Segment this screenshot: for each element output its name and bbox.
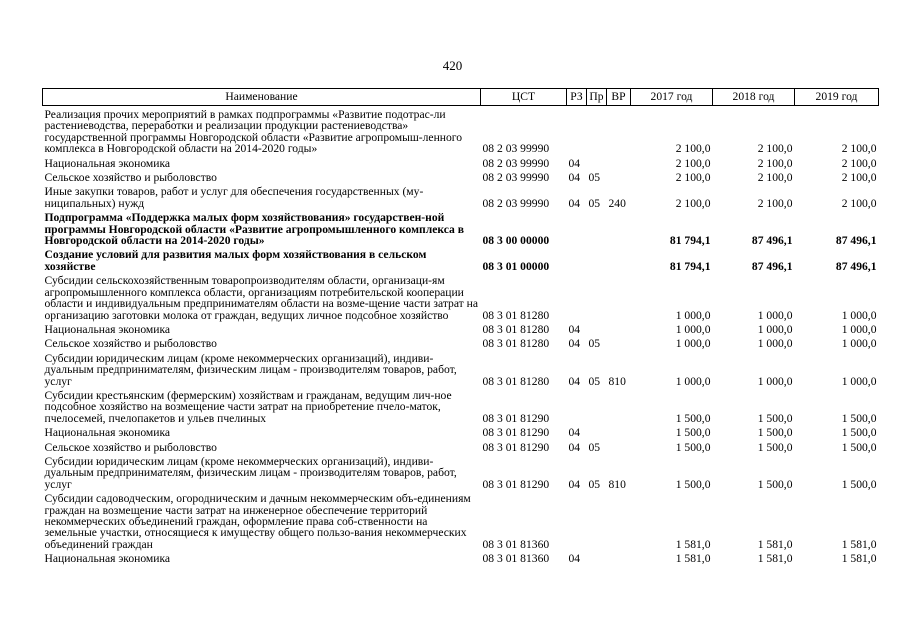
row-2019: 1 581,0 [841, 537, 877, 551]
row-2017: 1 581,0 [675, 537, 711, 551]
row-2018: 1 000,0 [757, 322, 793, 336]
row-cst: 08 2 03 99990 [482, 196, 550, 210]
row-2018: 1 500,0 [757, 426, 793, 440]
row-pr: 05 [588, 196, 601, 210]
row-2019: 1 500,0 [841, 477, 877, 491]
row-rz [567, 209, 587, 246]
table-header-row [43, 89, 879, 106]
row-2017: 2 100,0 [675, 171, 711, 185]
table-row [43, 424, 879, 438]
row-rz [567, 272, 587, 321]
row-pr: 05 [588, 337, 601, 351]
row-rz: 04 [568, 440, 581, 454]
row-2017: 1 500,0 [675, 426, 711, 440]
row-vr [607, 155, 631, 169]
row-2019: 2 100,0 [841, 196, 877, 210]
table-row [43, 350, 879, 387]
row-2017: 2 100,0 [675, 142, 711, 156]
budget-table [42, 88, 879, 565]
row-2018: 2 100,0 [757, 156, 793, 170]
row-vr [607, 209, 631, 246]
row-rz: 04 [568, 156, 581, 170]
row-pr [587, 387, 607, 424]
row-vr [607, 490, 631, 550]
row-vr [607, 106, 631, 155]
row-rz [567, 246, 587, 272]
row-2019: 1 581,0 [841, 552, 877, 566]
row-2018: 1 581,0 [757, 552, 793, 566]
row-rz: 04 [568, 426, 581, 440]
row-vr [607, 169, 631, 183]
row-2019: 1 000,0 [841, 322, 877, 336]
row-rz: 04 [568, 552, 581, 566]
row-2019: 87 496,1 [835, 234, 877, 248]
row-cst: 08 3 01 00000 [482, 259, 550, 273]
row-cst: 08 3 01 81290 [482, 440, 550, 454]
header-rz: РЗ [567, 89, 587, 106]
row-2017: 81 794,1 [669, 234, 711, 248]
table-row [43, 321, 879, 335]
row-rz: 04 [568, 196, 581, 210]
header-name: Наименование [43, 89, 481, 106]
header-2019: 2019 год [795, 89, 879, 106]
header-2017: 2017 год [631, 89, 713, 106]
row-rz: 04 [568, 477, 581, 491]
row-cst: 08 3 01 81280 [482, 337, 550, 351]
row-2019: 2 100,0 [841, 171, 877, 185]
row-cst: 08 3 01 81290 [482, 411, 550, 425]
row-2018: 1 500,0 [757, 477, 793, 491]
row-name: Сельское хозяйство и рыболовство [44, 171, 217, 185]
row-2019: 2 100,0 [841, 142, 877, 156]
row-2017: 1 500,0 [675, 411, 711, 425]
row-name: Субсидии садоводческим, огородническим и дачным некоммерческим объ-единениям граждан на возмещение части затрат на инженерное обеспечение территорий некоммерческих объединений граждан, оформление права соб-ственности на земельные участки, относящиеся к имуществу общего пользо-вания некоммерческих объединений граждан [44, 492, 471, 551]
row-cst: 08 3 01 81290 [482, 426, 550, 440]
row-cst: 08 3 01 81280 [482, 374, 550, 388]
row-pr [587, 490, 607, 550]
row-cst: 08 3 00 00000 [482, 234, 550, 248]
page-number: 420 [442, 58, 463, 73]
table-row [43, 550, 879, 564]
table-row [43, 155, 879, 169]
row-2019: 1 000,0 [841, 308, 877, 322]
row-2019: 2 100,0 [841, 156, 877, 170]
row-2018: 1 581,0 [757, 537, 793, 551]
table-row [43, 453, 879, 490]
row-pr: 05 [588, 440, 601, 454]
header-cst: ЦСТ [481, 89, 567, 106]
row-pr [587, 272, 607, 321]
row-2018: 2 100,0 [757, 142, 793, 156]
row-vr [607, 246, 631, 272]
row-2017: 1 500,0 [675, 477, 711, 491]
row-name: Национальная экономика [44, 552, 171, 566]
row-rz [567, 106, 587, 155]
row-rz: 04 [568, 171, 581, 185]
table-row [43, 246, 879, 272]
row-vr [607, 321, 631, 335]
row-vr [607, 424, 631, 438]
row-pr: 05 [588, 171, 601, 185]
table-row [43, 183, 879, 209]
row-cst: 08 2 03 99990 [482, 171, 550, 185]
row-name: Сельское хозяйство и рыболовство [44, 337, 217, 351]
row-cst: 08 3 01 81360 [482, 537, 550, 551]
row-vr: 810 [608, 374, 626, 388]
row-name: Реализация прочих мероприятий в рамках подпрограммы «Развитие подотрас-ли растениеводства, переработки и реализации продукции растениеводства» государственной программы Новгородской области «Развитие агропромыш-ленного комплекса в Новгородской области на 2014-2020 годы» [44, 108, 463, 156]
row-rz: 04 [568, 374, 581, 388]
row-2017: 1 581,0 [675, 552, 711, 566]
row-vr: 810 [608, 477, 626, 491]
header-vr: ВР [607, 89, 631, 106]
header-2018: 2018 год [713, 89, 795, 106]
table-row [43, 209, 879, 246]
row-2019: 1 000,0 [841, 374, 877, 388]
row-rz [567, 490, 587, 550]
row-2019: 1 000,0 [841, 337, 877, 351]
row-name: Создание условий для развития малых форм хозяйствования в сельском хозяйстве [44, 248, 427, 273]
row-vr: 240 [608, 196, 626, 210]
row-pr [587, 209, 607, 246]
row-2017: 2 100,0 [675, 156, 711, 170]
row-name: Субсидии юридическим лицам (кроме некоммерческих организаций), индиви-дуальным предпринимателям, физическим лицам - производителям товаров, работ, услуг [44, 454, 457, 491]
table-row [43, 335, 879, 349]
row-2017: 1 000,0 [675, 337, 711, 351]
row-cst: 08 3 01 81280 [482, 322, 550, 336]
row-rz: 04 [568, 337, 581, 351]
row-2018: 87 496,1 [751, 234, 793, 248]
row-2017: 1 500,0 [675, 440, 711, 454]
row-pr: 05 [588, 374, 601, 388]
row-pr [587, 155, 607, 169]
row-vr [607, 439, 631, 453]
row-2018: 1 000,0 [757, 337, 793, 351]
row-2019: 1 500,0 [841, 440, 877, 454]
row-rz [567, 387, 587, 424]
row-2019: 87 496,1 [835, 259, 877, 273]
row-cst: 08 2 03 99990 [482, 156, 550, 170]
row-2017: 81 794,1 [669, 259, 711, 273]
row-2017: 1 000,0 [675, 374, 711, 388]
row-2018: 87 496,1 [751, 259, 793, 273]
row-2018: 1 000,0 [757, 374, 793, 388]
row-pr [587, 550, 607, 564]
table-row [43, 106, 879, 155]
row-name: Субсидии сельскохозяйственным товаропроизводителям области, организаци-ям агропромышленного комплекса области, организациям потребительской кооперации области и индивидуальным предпринимателям области на возме-щение части затрат на организацию заготовки молока от граждан, ведущих личное подсобное хозяйство [44, 274, 478, 322]
row-pr [587, 321, 607, 335]
table-row [43, 490, 879, 550]
row-2017: 2 100,0 [675, 196, 711, 210]
table-body [43, 106, 879, 565]
row-pr: 05 [588, 477, 601, 491]
row-name: Национальная экономика [44, 322, 171, 336]
row-2017: 1 000,0 [675, 322, 711, 336]
table-row [43, 439, 879, 453]
row-pr [587, 424, 607, 438]
row-vr [607, 550, 631, 564]
table-row [43, 169, 879, 183]
row-2019: 1 500,0 [841, 426, 877, 440]
row-2019: 1 500,0 [841, 411, 877, 425]
row-name: Национальная экономика [44, 156, 171, 170]
row-name: Субсидии крестьянским (фермерским) хозяйствам и гражданам, ведущим лич-ное подсобное хозяйство на возмещение части затрат на приобретение пчело-маток, пчелосемей, пчелопакетов и ульев пчелиных [44, 388, 452, 425]
row-cst: 08 3 01 81360 [482, 552, 550, 566]
row-cst: 08 3 01 81280 [482, 308, 550, 322]
row-rz: 04 [568, 322, 581, 336]
header-pr: Пр [587, 89, 607, 106]
row-2018: 2 100,0 [757, 196, 793, 210]
row-cst: 08 3 01 81290 [482, 477, 550, 491]
row-vr [607, 387, 631, 424]
row-vr [607, 335, 631, 349]
row-name: Подпрограмма «Поддержка малых форм хозяйствования» государствен-ной программы Новгородской области «Развитие агропромышленного комплекса в Новгородской области на 2014-2020 годы» [44, 211, 464, 248]
row-cst: 08 2 03 99990 [482, 142, 550, 156]
row-2018: 1 500,0 [757, 440, 793, 454]
row-name: Сельское хозяйство и рыболовство [44, 440, 217, 454]
row-2018: 2 100,0 [757, 171, 793, 185]
row-vr [607, 272, 631, 321]
row-name: Национальная экономика [44, 426, 171, 440]
row-2018: 1 500,0 [757, 411, 793, 425]
row-2018: 1 000,0 [757, 308, 793, 322]
row-pr [587, 246, 607, 272]
table-row [43, 387, 879, 424]
row-2017: 1 000,0 [675, 308, 711, 322]
table-row [43, 272, 879, 321]
row-name: Иные закупки товаров, работ и услуг для обеспечения государственных (му-ниципальных) нужд [44, 185, 424, 210]
row-name: Субсидии юридическим лицам (кроме некоммерческих организаций), индиви-дуальным предпринимателям, физическим лицам - производителям товаров, работ, услуг [44, 351, 457, 388]
row-pr [587, 106, 607, 155]
